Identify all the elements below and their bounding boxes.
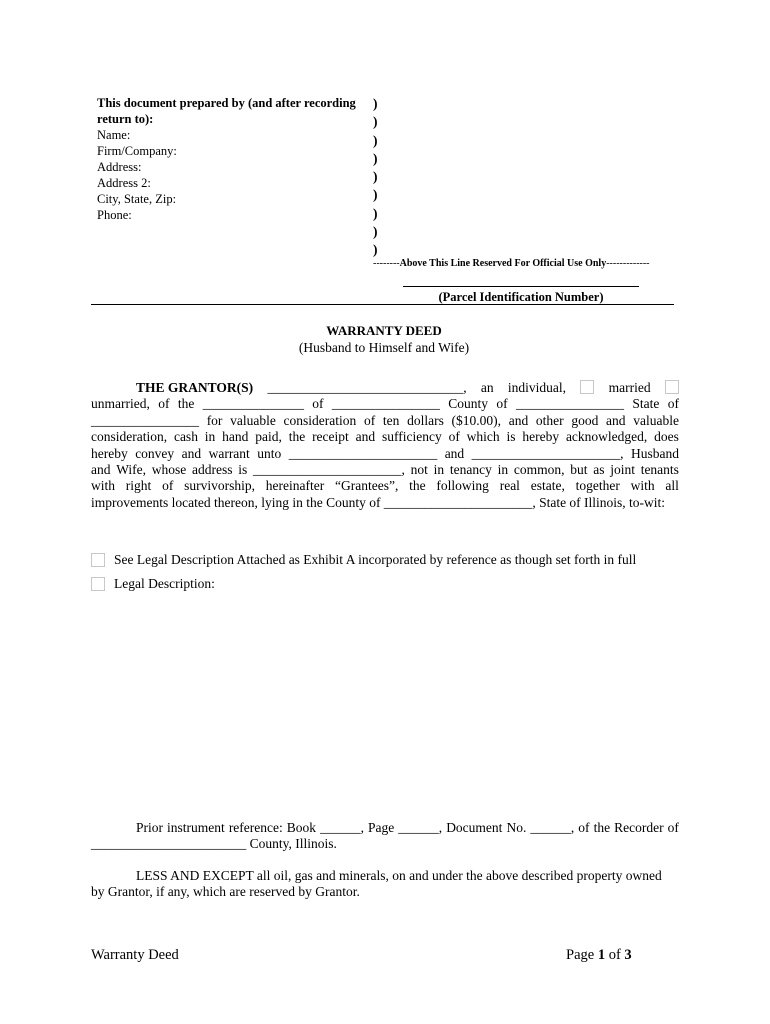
body-word: in [433, 462, 445, 478]
body-word: of [448, 429, 460, 445]
document-subtitle: (Husband to Himself and Wife) [298, 340, 470, 355]
body-word: the [593, 820, 611, 835]
body-word: all [665, 478, 679, 494]
body-word: and [508, 412, 529, 428]
fill-in-blank: ________________ [91, 412, 199, 428]
body-word: Page [368, 820, 395, 835]
body-word: not [410, 462, 428, 478]
body-word: but [570, 462, 588, 478]
body-line-1 [91, 380, 679, 396]
body-word: other [535, 412, 564, 428]
bracket-column [373, 95, 378, 260]
body-word: and [181, 445, 202, 461]
preparer-field-label: Address: [97, 160, 142, 174]
body-word: Prior [136, 820, 163, 835]
preparer-heading-line1: This document prepared by (and after recording [97, 96, 356, 110]
bracket: ) [373, 132, 378, 148]
fill-in-blank: ______, [320, 820, 364, 835]
body-word: estate, [530, 478, 565, 494]
exhibit-a-label: See Legal Description Attached as Exhibit A incorporated by reference as though set forth in full [114, 552, 637, 567]
official-use-line [373, 258, 650, 269]
body-word: the [288, 429, 306, 445]
grantor-paragraph [91, 380, 679, 511]
body-line-2 [91, 396, 679, 412]
body-word: paid, [255, 429, 282, 445]
body-word: in [204, 429, 216, 445]
body-word: tenancy [449, 462, 492, 478]
body-word: convey [135, 445, 175, 461]
body-word: common, [513, 462, 565, 478]
bracket: ) [373, 242, 378, 258]
body-word: sufficiency [381, 429, 442, 445]
prior-reference-line-1 [91, 820, 679, 836]
body-line-7 [91, 478, 679, 494]
prior-reference [91, 820, 679, 853]
less-except-line-1: LESS AND EXCEPT all oil, gas and minerals, on and under the above described property owned [136, 868, 662, 883]
exhibit-a-option [91, 552, 636, 568]
body-word: and [355, 429, 376, 445]
fill-in-blank: ______, [398, 820, 443, 835]
fill-in-blank: ______, [530, 820, 575, 835]
bracket: ) [373, 96, 378, 111]
body-word: hereby [522, 429, 560, 445]
body-word: hand [222, 429, 249, 445]
preparer-field-label: City, State, Zip: [97, 192, 177, 206]
body-word: Document [446, 820, 503, 835]
body-word: unmarried, [91, 396, 150, 412]
body-word: of [363, 412, 376, 428]
body-word: ($10.00), [451, 412, 502, 428]
body-word: warrant [208, 445, 250, 461]
parcel-label: (Parcel Identification Number) [438, 290, 604, 304]
preparer-field-label: Address 2: [97, 176, 151, 190]
bracket: ) [373, 169, 378, 185]
page-current: 1 [597, 947, 606, 963]
body-word: valuable [633, 412, 679, 428]
body-word: and [606, 412, 626, 428]
bracket: ) [373, 224, 378, 240]
body-word: whose [151, 462, 187, 478]
body-word: dollars [407, 412, 444, 428]
body-word: which [466, 429, 500, 445]
body-word: of [667, 820, 679, 835]
body-word: valuable [230, 412, 276, 428]
body-line-3 [91, 413, 679, 429]
body-word: right [125, 478, 152, 494]
body-word: Wife, [116, 462, 147, 478]
preparer-heading-line2: return to): [97, 112, 154, 126]
body-word: joint [610, 462, 635, 478]
fill-in-blank: ______________________, [253, 462, 405, 478]
exhibit-a-checkbox[interactable] [91, 553, 105, 567]
footer-page-number [566, 947, 632, 964]
fill-in-blank: ________________ [331, 396, 440, 412]
body-word: and [444, 445, 465, 461]
body-word: cash [173, 429, 198, 445]
body-line-6 [91, 462, 679, 478]
less-except-line-2: by Grantor, if any, which are reserved by Grantor. [91, 884, 360, 900]
preparer-block [97, 95, 367, 223]
body-word: acknowledged, [565, 429, 648, 445]
body-line-5 [91, 446, 679, 462]
page-of: of [605, 947, 625, 963]
legal-description-checkbox[interactable] [91, 577, 105, 591]
bracket: ) [373, 114, 378, 130]
body-word: hereby [91, 445, 128, 461]
individual-checkbox[interactable] [580, 380, 594, 394]
legal-description-option [91, 576, 215, 592]
body-word: instrument [167, 820, 225, 835]
bracket: ) [373, 187, 378, 203]
body-word: hereinafter [265, 478, 325, 494]
body-word: the [177, 396, 195, 412]
body-word: of [162, 478, 174, 494]
body-word: Book [286, 820, 317, 835]
body-word: individual, [507, 380, 567, 395]
body-word: State [632, 396, 660, 412]
legal-description-label: Legal Description: [114, 576, 215, 591]
body-word: following [436, 478, 489, 494]
bracket: ) [373, 205, 378, 221]
document-title: WARRANTY DEED [326, 323, 442, 338]
body-word: consideration [283, 412, 357, 428]
body-word: of [578, 820, 590, 835]
body-word: married [608, 380, 651, 395]
official-use-dashes-right: ------------- [606, 258, 650, 269]
body-word: Recorder [614, 820, 664, 835]
body-word: an [480, 380, 494, 395]
body-line-8: improvements located thereon, lying in the County of ______________________, State of Illinois, to-wit: [91, 494, 666, 510]
body-word: as [593, 462, 605, 478]
body-word: address [192, 462, 233, 478]
body-word: No. [506, 820, 527, 835]
married-checkbox[interactable] [665, 380, 679, 394]
grantor-label: THE GRANTOR(S) [136, 380, 254, 395]
page-total: 3 [624, 947, 632, 963]
preparer-fields [97, 127, 367, 223]
less-and-except [91, 868, 679, 901]
fill-in-blank: ______________________ [288, 445, 438, 461]
body-word: “Grantees”, [335, 478, 399, 494]
body-word: reference: [228, 820, 283, 835]
fill-in-blank: _______________ [202, 396, 304, 412]
body-word: for [206, 412, 223, 428]
body-word: of [667, 396, 679, 412]
official-use-text: Above This Line Reserved For Official Use Only [399, 258, 607, 269]
body-word: together [575, 478, 620, 494]
body-word: does [654, 429, 679, 445]
fill-in-blank: ________________ [516, 396, 624, 412]
body-word: of [158, 396, 170, 412]
body-word: with [630, 478, 655, 494]
body-word: is [238, 462, 248, 478]
preparer-field-label: Phone: [97, 208, 132, 222]
bracket: ) [373, 150, 378, 166]
body-word: consideration, [91, 429, 168, 445]
body-word: ten [382, 412, 400, 428]
body-word: of [312, 396, 324, 412]
body-word: with [91, 478, 116, 494]
footer-document-name: Warranty Deed [91, 947, 179, 963]
prior-reference-line-2: _______________________ County, Illinois. [91, 836, 337, 852]
body-word: receipt [312, 429, 349, 445]
official-use-dashes-left: -------- [373, 258, 400, 269]
body-word: good [571, 412, 599, 428]
body-word: tenants [640, 462, 679, 478]
body-word: of [496, 396, 508, 412]
page-prefix: Page [566, 947, 598, 963]
preparer-field-label: Name: [97, 128, 131, 142]
fill-in-blank: ______________________, [471, 445, 624, 461]
preparer-field-label: Firm/Company: [97, 144, 177, 158]
body-word: unto [257, 445, 282, 461]
body-word: the [409, 478, 426, 494]
grantor-name-blank: _____________________________, [267, 380, 467, 395]
body-line-4 [91, 429, 679, 445]
body-word: real [499, 478, 520, 494]
body-word: Husband [630, 445, 679, 461]
body-word: in [497, 462, 509, 478]
body-word: and [91, 462, 111, 478]
body-word: County [448, 396, 489, 412]
parcel-number-blank [403, 286, 639, 287]
body-word: survivorship, [184, 478, 255, 494]
body-word: is [506, 429, 516, 445]
